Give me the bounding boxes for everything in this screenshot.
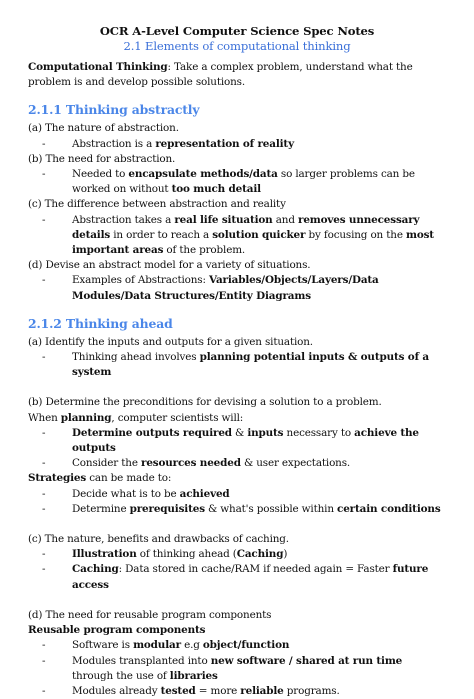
bullet-item — [28, 350, 446, 380]
dash-bullet-icon: - — [42, 457, 46, 470]
text-run: Abstraction is a — [72, 137, 156, 150]
dash-bullet-icon: - — [42, 639, 46, 652]
bullet-item — [28, 273, 446, 303]
spacer — [28, 593, 446, 608]
text-run: Decide what is to be — [72, 487, 180, 500]
bullet-item — [28, 456, 446, 471]
text-run: : Data stored in cache/RAM if needed again = Faster — [118, 563, 393, 576]
bold-text: Reusable program components — [28, 624, 206, 637]
sections-container — [28, 102, 446, 699]
bold-text: resources needed — [141, 457, 241, 470]
text-run: Needed to — [72, 168, 129, 181]
document-subtitle: 2.1 Elements of computational thinking — [123, 39, 351, 53]
bold-text: modular — [133, 639, 181, 652]
text-line — [28, 121, 446, 136]
text-run: (c) The nature, benefits and drawbacks of caching. — [28, 533, 289, 546]
text-run: Software is — [72, 639, 134, 652]
bullet-item — [28, 547, 446, 562]
text-line — [28, 471, 446, 486]
bullet-item — [28, 562, 446, 592]
bold-text: removes unnecessary details — [72, 213, 420, 241]
text-run: ) — [283, 548, 288, 561]
dash-bullet-icon: - — [42, 563, 46, 576]
text-run: of thinking ahead ( — [136, 548, 237, 561]
text-run: When — [28, 411, 61, 424]
text-run: in order to reach a — [110, 228, 213, 241]
spacer — [28, 517, 446, 532]
text-run: programs. — [283, 684, 340, 697]
text-run: Examples of Abstractions: — [72, 274, 209, 287]
bold-text: Caching — [236, 548, 284, 561]
bold-text: reliable — [240, 684, 284, 697]
text-run: : Take a complex problem, understand what the problem is and develop possible solutions. — [28, 61, 413, 89]
dash-bullet-icon: - — [42, 426, 46, 439]
text-run: (a) The nature of abstraction. — [28, 122, 179, 135]
text-run: (c) The difference between abstraction and reality — [28, 198, 286, 211]
bold-text: libraries — [169, 669, 218, 682]
text-run: necessary to — [283, 426, 355, 439]
dash-bullet-icon: - — [42, 548, 46, 561]
text-line — [28, 395, 446, 410]
text-run: (b) Determine the preconditions for devising a solution to a problem. — [28, 396, 382, 409]
spacer — [28, 380, 446, 395]
bullet-item — [28, 167, 446, 197]
bold-text: Illustration — [72, 548, 137, 561]
bold-text: most important areas — [72, 228, 434, 257]
bold-text: object/function — [202, 639, 290, 652]
text-line — [28, 532, 446, 547]
text-run: & what's possible within — [204, 502, 338, 515]
text-run: so larger problems can be worked on without — [72, 168, 415, 196]
text-run: and — [272, 213, 298, 226]
bold-text: planning potential inputs & outputs of a system — [72, 351, 429, 379]
text-run: by focusing on the — [305, 228, 406, 241]
bold-text: new software / shared at run time — [210, 654, 403, 667]
bold-text: Computational Thinking — [28, 61, 168, 73]
section-heading: 2.1.1 Thinking abstractly — [28, 102, 200, 118]
bold-text: Strategies — [28, 472, 87, 485]
text-run: = more — [195, 684, 241, 697]
bullet-item — [28, 638, 446, 653]
text-run: & user expectations. — [240, 457, 351, 470]
text-run: Modules transplanted into — [72, 654, 211, 667]
dash-bullet-icon: - — [42, 168, 46, 181]
bullet-item — [28, 213, 446, 259]
text-run: e.g — [180, 639, 203, 652]
bold-text: achieved — [179, 487, 230, 500]
text-run: Consider the — [72, 457, 141, 470]
text-line — [28, 197, 446, 212]
text-run: Modules already — [72, 684, 161, 697]
dash-bullet-icon: - — [42, 487, 46, 500]
bold-text: certain conditions — [337, 502, 441, 515]
text-line — [28, 623, 446, 638]
intro-paragraph — [28, 60, 446, 90]
dash-bullet-icon: - — [42, 684, 46, 697]
dash-bullet-icon: - — [42, 654, 46, 667]
text-run: & — [231, 426, 248, 439]
bold-text: solution quicker — [212, 228, 306, 241]
text-run: (d) The need for reusable program components — [28, 608, 272, 621]
text-run: (d) Devise an abstract model for a variety of situations. — [28, 259, 311, 272]
bold-text: achieve the outputs — [72, 426, 419, 455]
text-run: of the problem. — [163, 244, 246, 257]
section-heading: 2.1.2 Thinking ahead — [28, 315, 173, 331]
bold-text: encapsulate methods/data — [128, 168, 278, 181]
bullet-item — [28, 426, 446, 456]
bullet-item — [28, 487, 446, 502]
text-run: (a) Identify the inputs and outputs for a given situation. — [28, 335, 313, 348]
document-title: OCR A-Level Computer Science Spec Notes — [99, 24, 375, 38]
bold-text: representation of reality — [155, 137, 294, 150]
text-line — [28, 152, 446, 167]
bold-text: prerequisites — [129, 502, 205, 515]
bold-text: real life situation — [174, 213, 273, 226]
bold-text: future access — [72, 563, 429, 591]
dash-bullet-icon: - — [42, 502, 46, 515]
bold-text: Determine outputs required — [72, 426, 232, 439]
text-line — [28, 411, 446, 426]
bold-text: Caching — [72, 563, 119, 576]
dash-bullet-icon: - — [42, 274, 46, 287]
bold-text: planning — [60, 411, 112, 424]
bullet-item — [28, 684, 446, 699]
bold-text: Variables/Objects/Layers/Data Modules/Data Structures/Entity Diagrams — [72, 274, 379, 302]
bold-text: tested — [160, 684, 196, 697]
bullet-item — [28, 502, 446, 517]
text-run: Thinking ahead involves — [72, 351, 200, 364]
text-run: (b) The need for abstraction. — [28, 152, 176, 165]
dash-bullet-icon: - — [42, 351, 46, 364]
text-run: , computer scientists will: — [111, 411, 244, 424]
text-run: Abstraction takes a — [72, 213, 175, 226]
bold-text: inputs — [247, 426, 284, 439]
bold-text: too much detail — [171, 183, 261, 196]
text-run: through the use of — [72, 669, 170, 682]
text-line — [28, 258, 446, 273]
dash-bullet-icon: - — [42, 137, 46, 150]
dash-bullet-icon: - — [42, 213, 46, 226]
text-run: can be made to: — [86, 472, 172, 485]
text-line — [28, 608, 446, 623]
text-line — [28, 335, 446, 350]
bullet-item — [28, 654, 446, 684]
bullet-item — [28, 137, 446, 152]
text-run: Determine — [72, 502, 130, 515]
